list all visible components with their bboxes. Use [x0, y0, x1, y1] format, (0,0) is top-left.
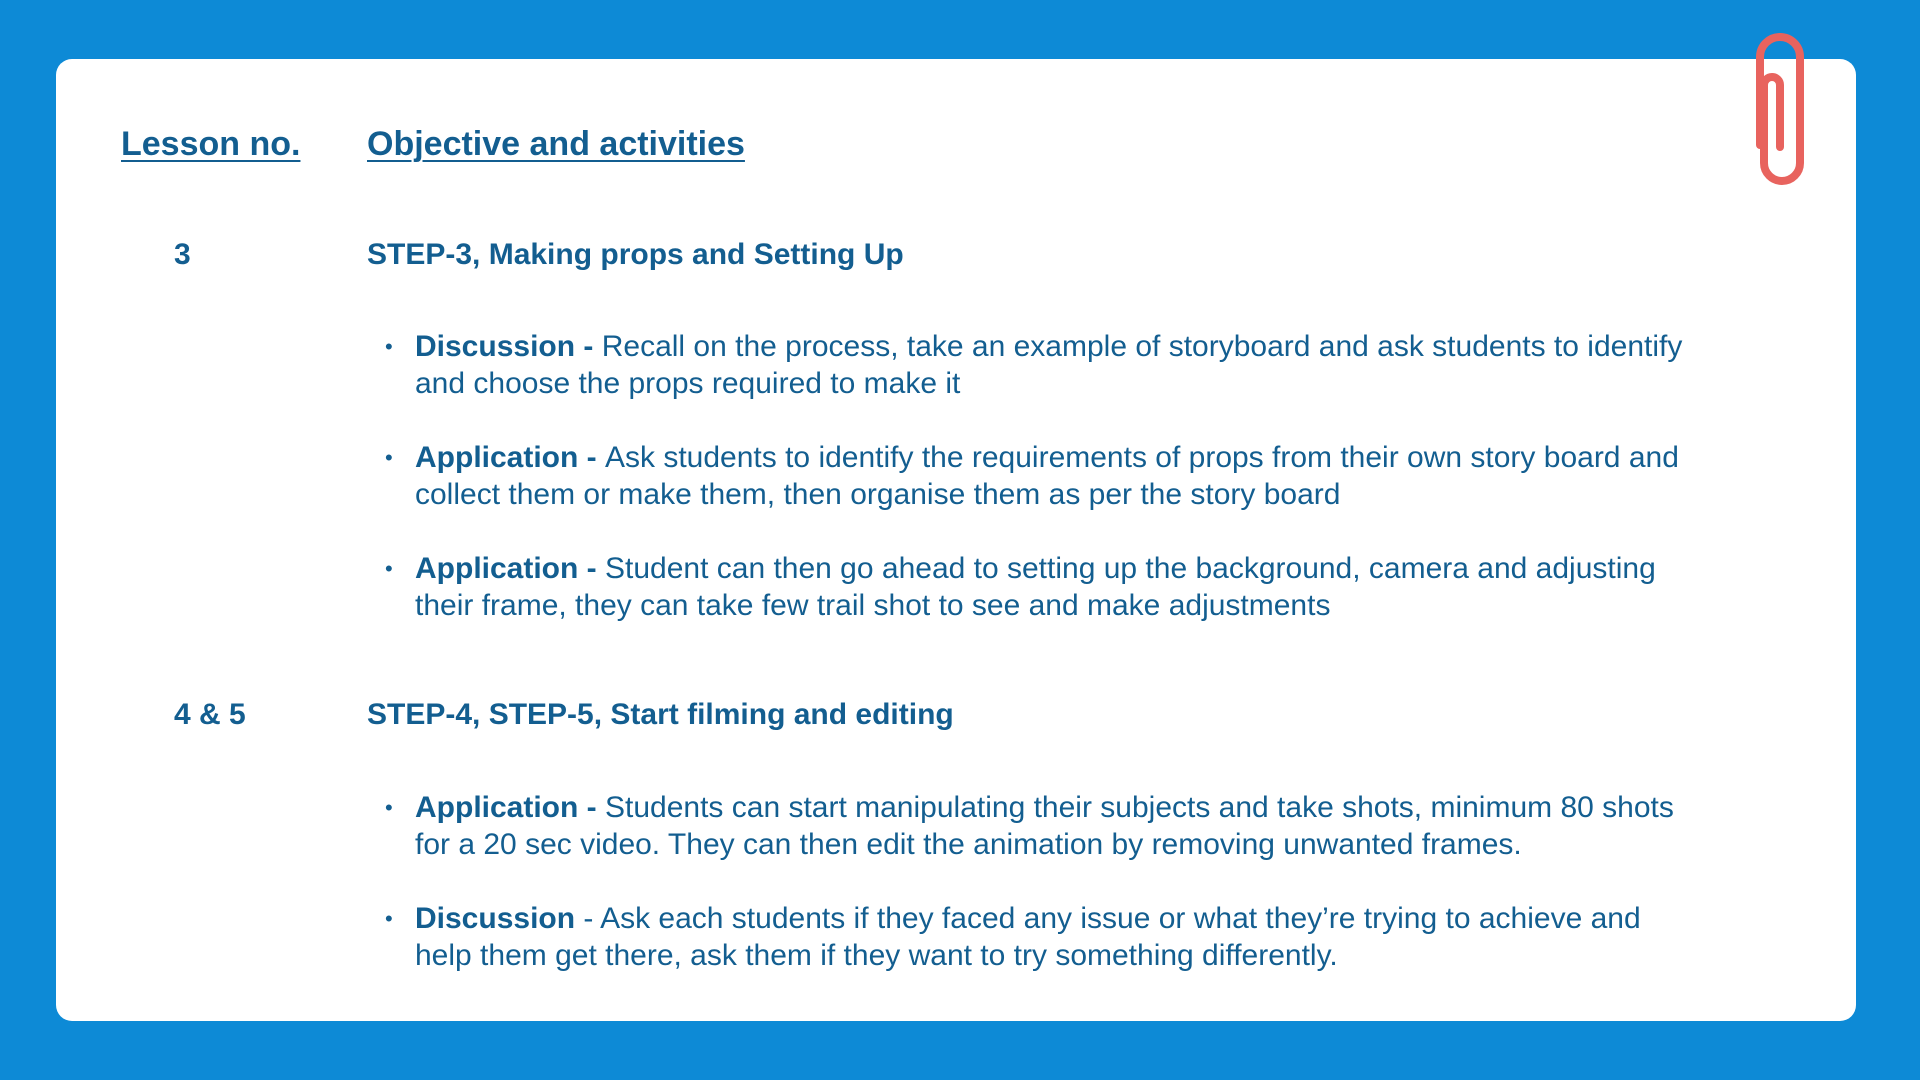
activity-text: Ask students to identify the requirements of props from their own story board and collect them or make them, then organise them as per the story board — [415, 441, 1679, 511]
activity-label: Application - — [415, 552, 605, 585]
list-item — [367, 789, 1687, 863]
list-item — [367, 550, 1687, 624]
bullet-dot: • — [385, 556, 393, 581]
bullet-dot: • — [385, 445, 393, 470]
paperclip-icon — [1740, 25, 1820, 185]
activity-label: Application - — [415, 791, 605, 824]
list-item — [367, 900, 1687, 974]
section-title: STEP-3, Making props and Setting Up — [367, 238, 904, 271]
list-item — [367, 439, 1687, 513]
bullet-dot: • — [385, 795, 393, 820]
lesson-number: 4 & 5 — [174, 698, 246, 731]
list-item — [367, 328, 1687, 402]
lesson-no-header: Lesson no. — [121, 125, 301, 163]
activity-list — [367, 789, 1687, 1011]
activity-text: Recall on the process, take an example of storyboard and ask students to identify and choose the props required to make it — [415, 330, 1683, 400]
activity-label: Discussion — [415, 902, 576, 935]
activity-label: Application - — [415, 441, 605, 474]
objective-header: Objective and activities — [367, 125, 745, 163]
bullet-dot: • — [385, 906, 393, 931]
activity-label: Discussion - — [415, 330, 602, 363]
activity-text: Student can then go ahead to setting up the background, camera and adjusting their frame, they can take few trail shot to see and make adjustments — [415, 552, 1656, 622]
activity-text: Students can start manipulating their subjects and take shots, minimum 80 shots for a 20 sec video. They can then edit the animation by removing unwanted frames. — [415, 791, 1674, 861]
lesson-number: 3 — [174, 238, 191, 271]
section-title: STEP-4, STEP-5, Start filming and editing — [367, 698, 954, 731]
bullet-dot: • — [385, 334, 393, 359]
activity-list — [367, 328, 1687, 661]
activity-text: - Ask each students if they faced any issue or what they’re trying to achieve and help them get there, ask them if they want to try something differently. — [415, 902, 1641, 972]
